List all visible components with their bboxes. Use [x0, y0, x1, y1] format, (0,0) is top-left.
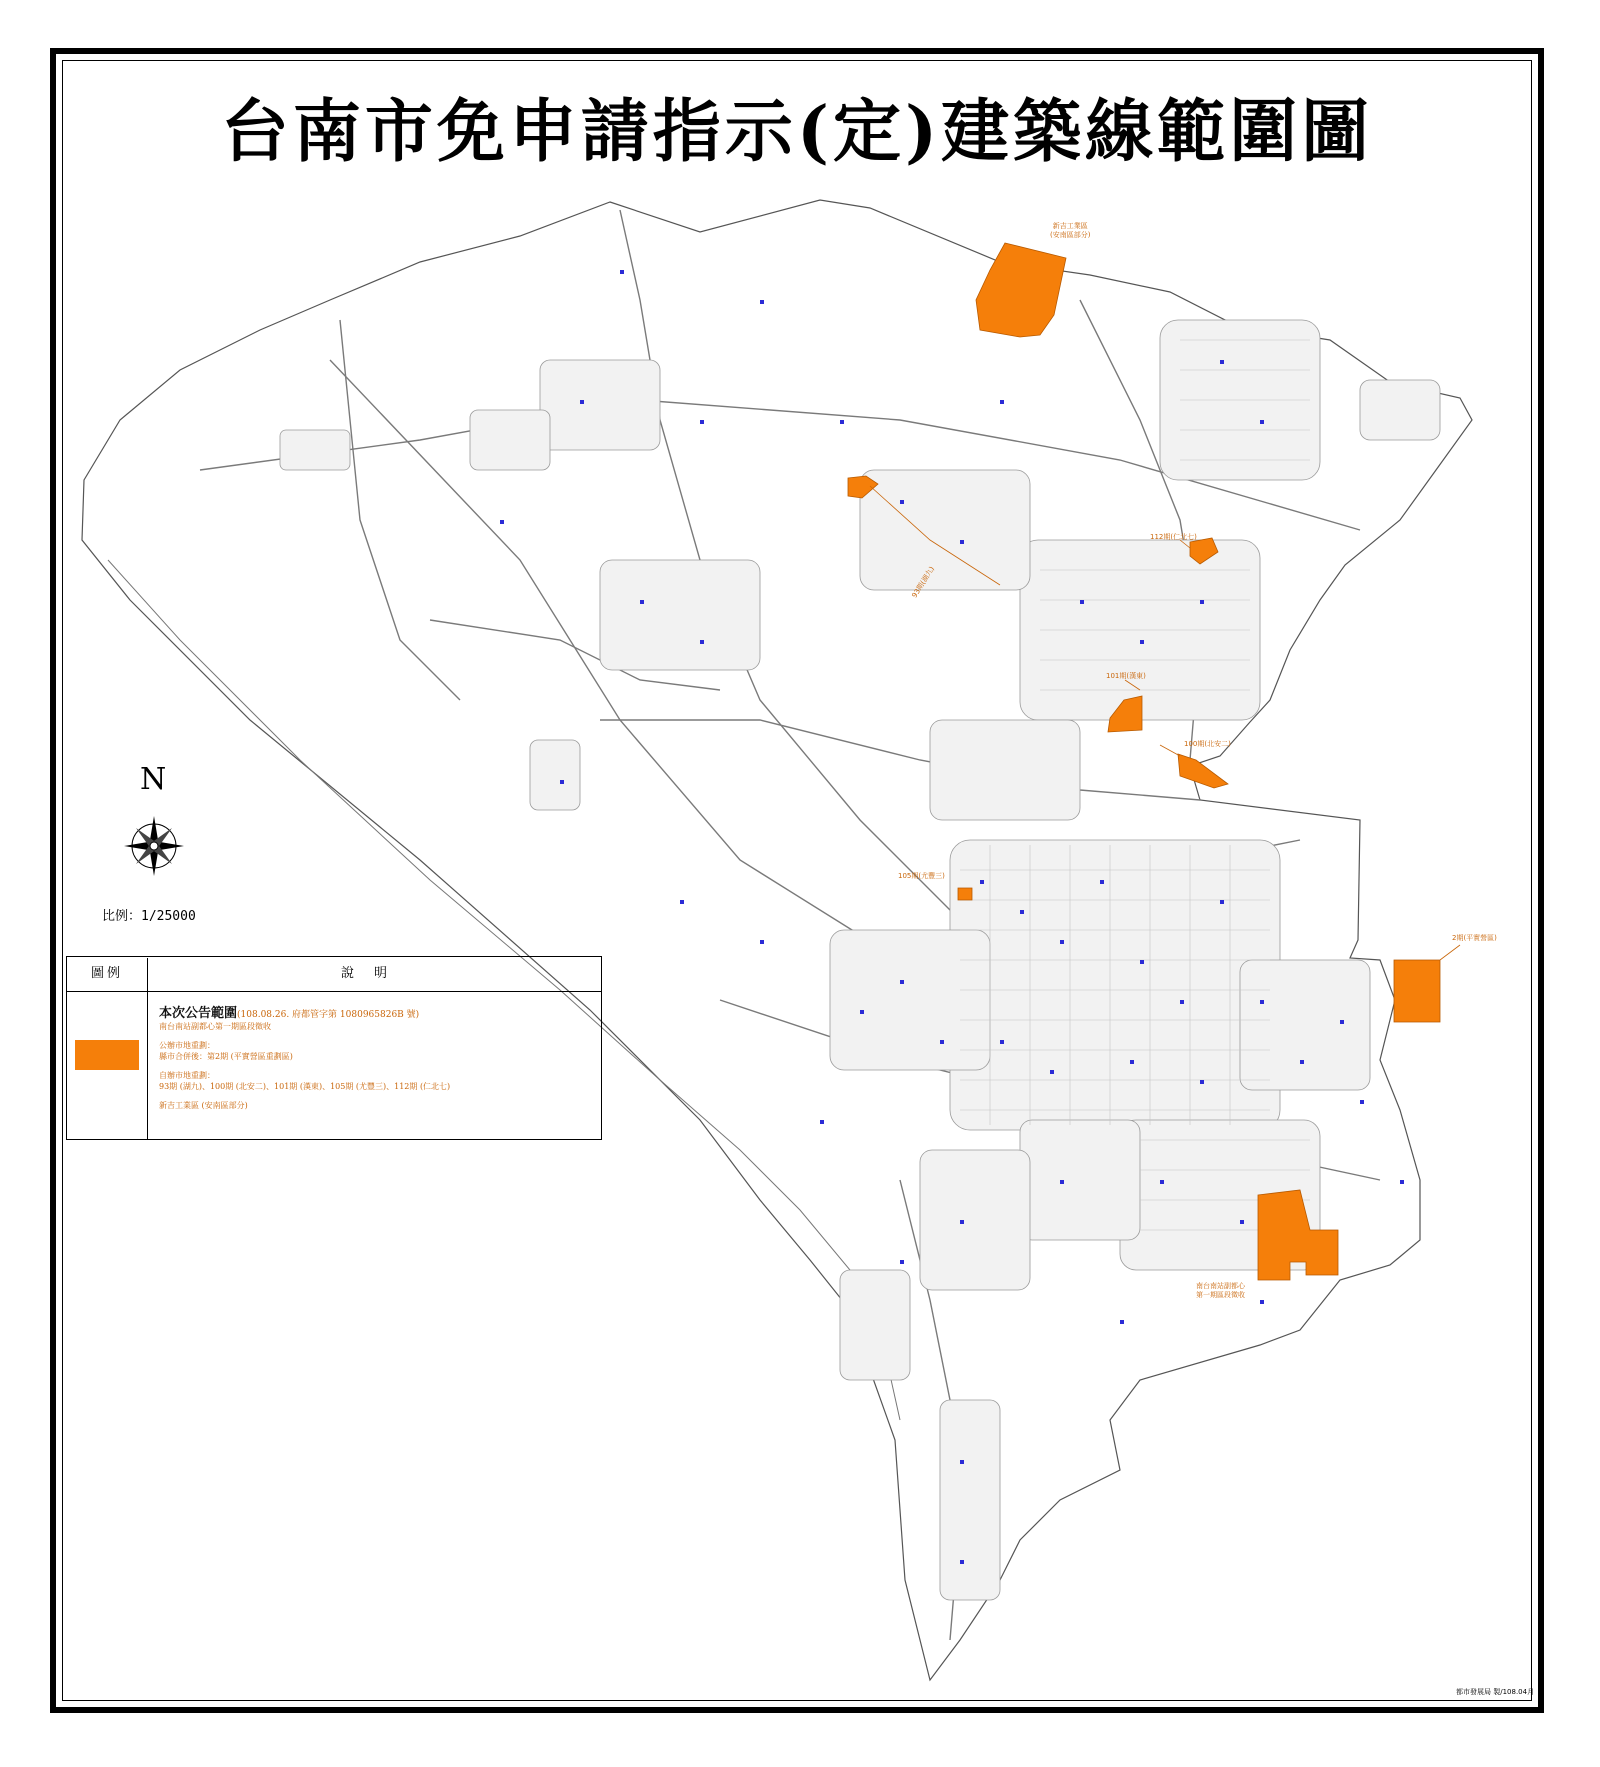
- map-legend: [66, 956, 602, 1140]
- legend-header-description: 說明: [340, 966, 407, 981]
- north-indicator: N: [140, 762, 167, 797]
- legend-line: 縣市合併後：第2期 (平實營區重劃區): [159, 1052, 293, 1061]
- legend-line: 公辦市地重劃：: [159, 1041, 215, 1050]
- legend-line: 自辦市地重劃：: [159, 1071, 215, 1080]
- label-2: 2期(平實營區): [1452, 934, 1497, 942]
- legend-divider: [147, 958, 148, 1140]
- legend-line: 南台南站副都心第一期區段徵收: [159, 1022, 271, 1031]
- label-south-station: 南台南站副都心 第一期區段徵收: [1196, 1282, 1245, 1299]
- legend-header-symbol: 圖例: [90, 966, 123, 981]
- label-xinji: 新吉工業區 (安南區部分): [1050, 222, 1091, 239]
- footer-note: 都市發展局 製/108.04月: [1456, 1688, 1535, 1696]
- scale-label: 比例：1/25000: [102, 909, 196, 924]
- label-112: 112期(仁北七): [1150, 533, 1197, 541]
- compass-icon: [124, 816, 184, 876]
- legend-swatch: [75, 1040, 139, 1070]
- label-101: 101期(漢東): [1106, 672, 1146, 680]
- legend-line: 新吉工業區 (安南區部分): [159, 1101, 248, 1110]
- map-title: 台南市免申請指示(定)建築線範圍圖: [220, 92, 1374, 172]
- legend-text: [159, 1002, 595, 1111]
- area-105: [958, 888, 972, 900]
- label-100: 100期(北安二): [1184, 740, 1231, 748]
- label-105: 105期(尤豐三): [898, 872, 945, 880]
- legend-entry-title: 本次公告範圍(108.08.26. 府都管字第 1080965826B 號): [159, 1006, 420, 1021]
- legend-line: 93期 (湖九)、100期 (北安二)、101期 (漢東)、105期 (尤豐三)、112期 (仁北七): [159, 1082, 451, 1091]
- area-2: [1394, 960, 1440, 1022]
- legend-entry-ref: (108.08.26. 府都管字第 1080965826B 號): [237, 1010, 420, 1020]
- legend-body: [67, 992, 601, 1141]
- label-93: 93期(湖九): [910, 565, 937, 600]
